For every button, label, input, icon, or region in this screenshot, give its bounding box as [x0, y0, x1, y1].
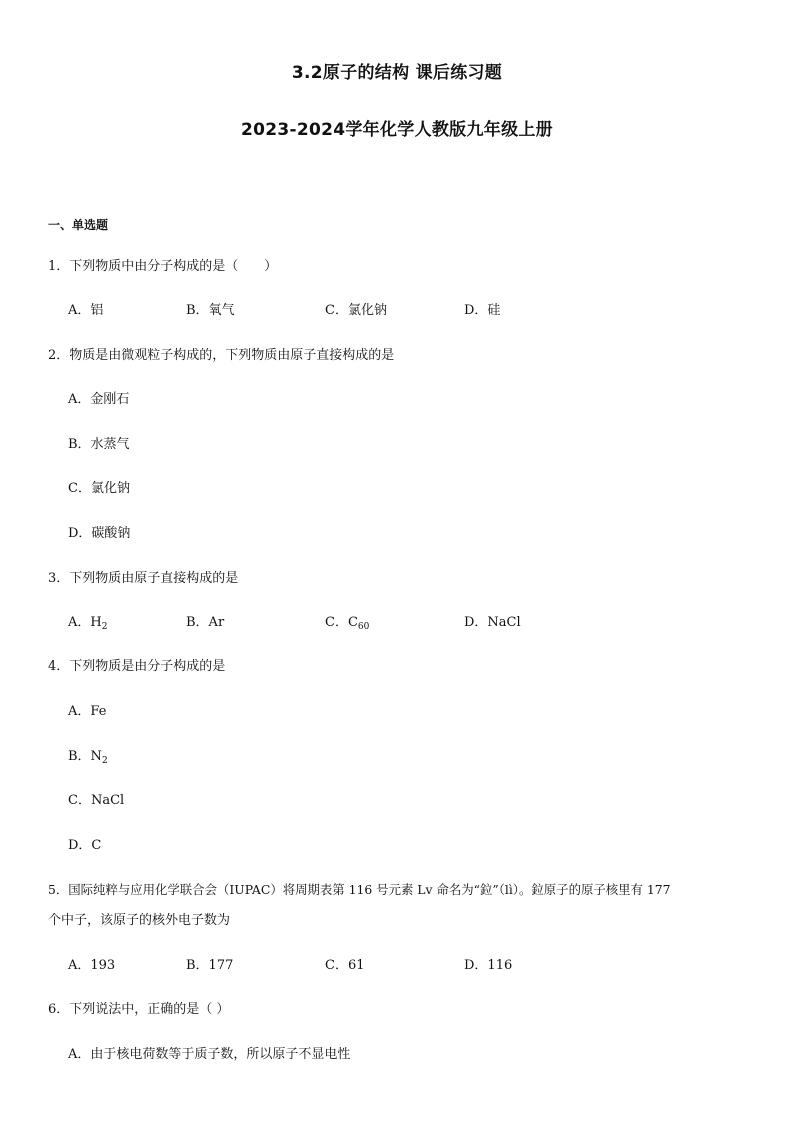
option-b: B．氧气	[186, 303, 235, 318]
question-5-stem-line-2: 个中子，该原子的核外电子数为	[48, 913, 231, 928]
question-4-stem: 4．下列物质是由分子构成的是	[48, 659, 226, 674]
option-d: D．硅	[464, 303, 501, 318]
question-2-option-c: C．氯化钠	[68, 481, 130, 496]
option-c: C．61	[325, 958, 365, 973]
question-2-option-b: B．水蒸气	[68, 437, 130, 452]
question-2-option-a: A．金刚石	[68, 392, 130, 407]
question-3-stem: 3．下列物质由原子直接构成的是	[48, 571, 239, 586]
question-4-option-a: A．Fe	[68, 704, 107, 719]
option-a: A．193	[68, 958, 116, 973]
option-a: A．铝	[68, 303, 104, 318]
document-subtitle: 2023-2024学年化学人教版九年级上册	[241, 120, 553, 140]
question-4-option-d: D．C	[68, 838, 102, 853]
question-6-option-a: A．由于核电荷数等于质子数，所以原子不显电性	[68, 1047, 351, 1062]
document-title: 3.2原子的结构 课后练习题	[291, 63, 503, 83]
option-d: D．116	[464, 958, 513, 973]
option-b: B．Ar	[186, 615, 225, 630]
question-2-option-d: D．碳酸钠	[68, 526, 131, 541]
section-heading: 一、单选题	[48, 218, 109, 232]
question-1-stem: 1．下列物质中由分子构成的是（ ）	[48, 259, 278, 274]
option-c: C．氯化钠	[325, 303, 387, 318]
option-a: A．$H_2$	[68, 615, 108, 632]
option-d: D．NaCl	[464, 615, 521, 630]
question-2-stem: 2．物质是由微观粒子构成的，下列物质由原子直接构成的是	[48, 348, 395, 363]
question-6-stem: 6．下列说法中，正确的是（ ）	[48, 1002, 230, 1017]
question-4-option-c: C．NaCl	[68, 793, 125, 808]
question-4-option-b: B．$N_2$	[68, 749, 108, 766]
option-b: B．177	[186, 958, 234, 973]
question-5-stem-line-1: 5．国际纯粹与应用化学联合会（IUPAC）将周期表第 116 号元素 Lv 命名为“鉝”（lì）。鉝原子的原子核里有 177	[48, 882, 671, 897]
option-c: C．$C_{60}$	[325, 615, 370, 632]
